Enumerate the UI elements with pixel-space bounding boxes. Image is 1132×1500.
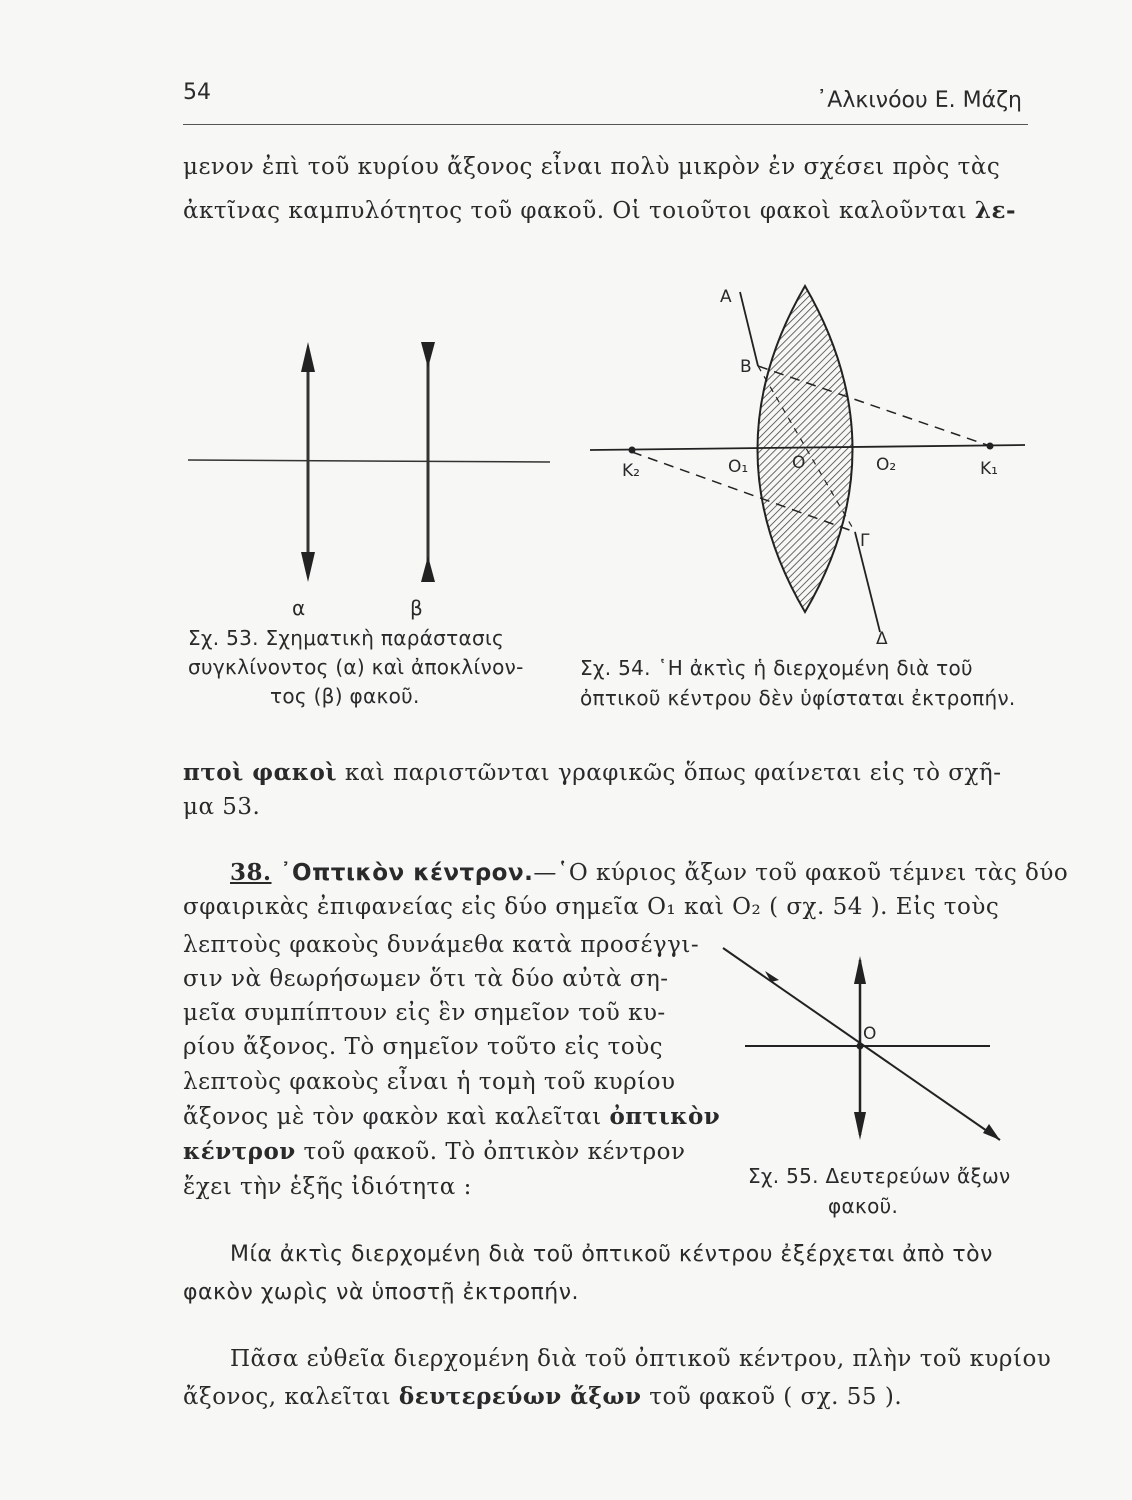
section-38-heading-line bbox=[230, 856, 1068, 890]
fig54-label-k1: K₁ bbox=[980, 459, 998, 479]
fig53-caption-line-3: τος (β) φακοῦ. bbox=[270, 684, 420, 708]
fig54-caption-line-2: ὀπτικοῦ κέντρου δὲν ὑφίσταται ἐκτροπήν. bbox=[580, 686, 1016, 710]
figure-53 bbox=[180, 320, 560, 600]
fig55-caption-line-2: φακοῦ. bbox=[828, 1194, 899, 1218]
definition-line-2 bbox=[183, 1380, 902, 1414]
section-38-line-4: σιν νὰ θεωρήσωμεν ὅτι τὰ δύο αὐτὰ ση- bbox=[183, 966, 669, 992]
definition-line-2-text: ἄξονος, καλεῖται bbox=[183, 1384, 399, 1410]
fig54-label-o2: O₂ bbox=[876, 455, 897, 475]
fig53-label-b: β bbox=[410, 596, 424, 620]
fig54-label-b: B bbox=[740, 357, 752, 377]
section-title: ᾿Οπτικὸν κέντρον. bbox=[271, 860, 534, 886]
definition-line-1: Πᾶσα εὐθεῖα διερχομένη διὰ τοῦ ὀπτικοῦ κέντρου, πλὴν τοῦ κυρίου bbox=[230, 1346, 1052, 1372]
section-38-line-8 bbox=[183, 1100, 720, 1134]
intro-line-1: μενον ἐπὶ τοῦ κυρίου ἄξονος εἶναι πολὺ μικρὸν ἐν σχέσει πρὸς τὰς bbox=[183, 154, 1001, 180]
section-38-line-6: ρίου ἄξονος. Τὸ σημεῖον τοῦτο εἰς τοὺς bbox=[183, 1034, 664, 1060]
section-38-line-3: λεπτοὺς φακοὺς δυνάμεθα κατὰ προσέγγι- bbox=[183, 932, 700, 958]
section-38-line-8-bold: ὀπτικὸν bbox=[609, 1103, 721, 1130]
fig54-point-k2 bbox=[629, 447, 636, 454]
section-number: 38. bbox=[230, 859, 272, 886]
fig53-label-a: α bbox=[292, 596, 306, 620]
intro-line-2-bold: λε- bbox=[974, 197, 1017, 224]
section-38-line-7: λεπτοὺς φακοὺς εἶναι ἡ τομὴ τοῦ κυρίου bbox=[183, 1069, 676, 1095]
after-figs-line-2: μα 53. bbox=[183, 794, 261, 820]
converging-lens-symbol bbox=[301, 342, 315, 582]
after-figs-text: καὶ παριστῶνται γραφικῶς ὅπως φαίνεται εἰς τὸ σχῆ- bbox=[337, 760, 1002, 786]
after-figs-bold: πτοὶ φακοὶ bbox=[183, 759, 338, 786]
section-38-line-9-text: τοῦ φακοῦ. Τὸ ὀπτικὸν κέντρον bbox=[295, 1139, 686, 1165]
fig54-label-g: Γ bbox=[860, 531, 870, 551]
section-38-line-10: ἔχει τὴν ἑξῆς ἰδιότητα : bbox=[183, 1174, 472, 1200]
fig54-point-k1 bbox=[987, 443, 994, 450]
intro-line-2 bbox=[183, 194, 1016, 228]
property-line-2: φακὸν χωρὶς νὰ ὑποστῇ ἐκτροπήν. bbox=[183, 1280, 580, 1305]
fig54-label-k2: K₂ bbox=[622, 461, 640, 481]
definition-term: δευτερεύων ἄξων bbox=[398, 1383, 642, 1410]
after-figs-line-1 bbox=[183, 756, 1001, 790]
fig55-label-o: O bbox=[863, 1024, 877, 1044]
biconvex-lens bbox=[758, 286, 853, 612]
fig55-caption-line-1: Σχ. 55. Δευτερεύων ἄξων bbox=[748, 1164, 1011, 1188]
section-38-line-2: σφαιρικὰς ἐπιφανείας εἰς δύο σημεῖα O₁ καὶ O₂ ( σχ. 54 ). Εἰς τοὺς bbox=[183, 894, 1000, 920]
fig54-label-d: Δ bbox=[876, 629, 888, 649]
definition-line-2-end: τοῦ φακοῦ ( σχ. 55 ). bbox=[641, 1384, 903, 1410]
fig54-label-o: O bbox=[792, 453, 806, 473]
fig53-caption-line-1: Σχ. 53. Σχηματικὴ παράστασις bbox=[188, 626, 505, 650]
section-38-line-5: μεῖα συμπίπτουν εἰς ἓν σημεῖον τοῦ κυ- bbox=[183, 1000, 666, 1026]
section-38-line-8-text: ἄξονος μὲ τὸν φακὸν καὶ καλεῖται bbox=[183, 1104, 610, 1130]
section-38-line-9-bold: κέντρον bbox=[183, 1138, 296, 1165]
section-38-line-9 bbox=[183, 1135, 685, 1169]
figure-54 bbox=[580, 270, 1040, 650]
running-head: ᾿Αλκινόου Ε. Μάζη bbox=[816, 88, 1022, 113]
figure-55 bbox=[715, 940, 1025, 1150]
fig54-label-a: A bbox=[720, 287, 732, 307]
page-number: 54 bbox=[183, 80, 211, 105]
section-38-line-1: —῾Ο κύριος ἄξων τοῦ φακοῦ τέμνει τὰς δύο bbox=[533, 860, 1069, 886]
property-line-1: Μία ἀκτὶς διερχομένη διὰ τοῦ ὀπτικοῦ κέντρου ἐξέρχεται ἀπὸ τὸν bbox=[230, 1242, 993, 1267]
fig54-caption-line-1: Σχ. 54. ῾Η ἀκτὶς ἡ διερχομένη διὰ τοῦ bbox=[580, 656, 973, 680]
fig54-incident-ray bbox=[740, 292, 758, 366]
fig54-label-o1: O₁ bbox=[728, 457, 749, 477]
fig53-axis bbox=[188, 460, 550, 462]
intro-line-2-text: ἀκτῖνας καμπυλότητος τοῦ φακοῦ. Οἱ τοιοῦτοι φακοὶ καλοῦνται bbox=[183, 198, 975, 224]
fig53-caption-line-2: συγκλίνοντος (α) καὶ ἀποκλίνον- bbox=[188, 655, 524, 679]
header-rule bbox=[183, 124, 1028, 125]
